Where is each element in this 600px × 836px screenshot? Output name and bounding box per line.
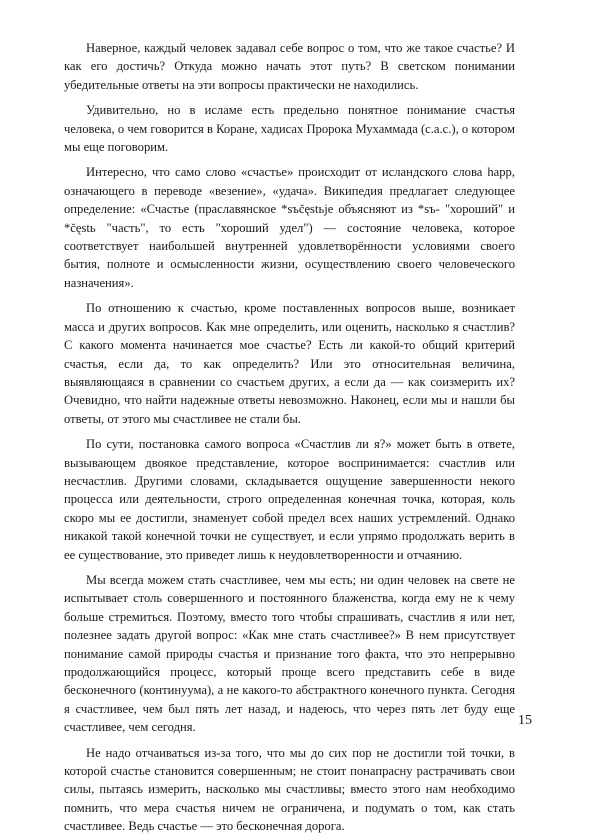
paragraph-4: По отношению к счастью, кроме поставленных вопросов выше, возникает масса и других вопросов. Как мне определить, или оценить, насколько я счастлив? С какого момента начинается мое счастье? Есть ли какой-то общий критерий счастья, если да, то как определить? Или это относительная величина, выявляющаяся в сравнении со счастьем других, а если да — как соизмерить их? Очевидно, что найти надежные ответы невозможно. Наконец, если мы и нашли бы ответы, от этого мы счастливее не стали бы. [64, 301, 515, 426]
page-number: 15 [518, 713, 532, 728]
paragraph-1: Наверное, каждый человек задавал себе вопрос о том, что же такое счастье? И как его достичь? Откуда можно начать этот путь? В светском понимании убедительные ответы на эти вопросы практически не находились. [64, 41, 515, 92]
body-text [64, 39, 515, 836]
paragraph-2: Удивительно, но в исламе есть предельно понятное понимание счастья человека, о чем говорится в Коране, хадисах Пророка Мухаммада (с.а.с.), о котором мы еще поговорим. [64, 103, 515, 155]
paragraph-7: Не надо отчаиваться из-за того, что мы до сих пор не достигли той точки, в которой счастье становится совершенным; не стоит понапрасну растрачивать свои силы, пытаясь измерить, насколько мы счастливы; вместо этого нам необходимо помнить, что мера счастья ничем не ограничена, и подумать о том, как стать счастливее. Ведь счастье — это бесконечная дорога. [64, 745, 515, 834]
paragraph-5: По сути, постановка самого вопроса «Счастлив ли я?» может быть в ответе, вызывающем двоякое представление, которое воспринимается: счастлив или несчастлив. Другими словами, складывается ощущение завершенности некого процесса или деятельности, строго определенная конечная точка, которая, коль скоро мы ее достигли, знаменует собой предел всех наших устремлений. Однако никакой такой конечной точки не существует, и если упрямо продолжать верить в ее существование, это приведет лишь к неудовлетворенности и отчаянию. [64, 437, 515, 562]
paragraph-6: Мы всегда можем стать счастливее, чем мы есть; ни один человек на свете не испытывает столь совершенного и постоянного блаженства, когда ему не к чему больше стремиться. Поэтому, вместо того чтобы спрашивать, счастлив я или нет, полезнее задать другой вопрос: «Как мне стать счастливее?» В нем присутствует понимание самой природы счастья и признание того факта, что это непрерывно продолжающийся процесс, который проще всего представить себе в виде бесконечного (континуума), а не какого-то абстрактного конечного пункта. Сегодня я счастливее, чем был пять лет назад, и надеюсь, что через пять лет буду еще счастливее, чем сегодня. [64, 572, 515, 735]
paragraph-3: Интересно, что само слово «счастье» происходит от исландского слова happ, означающего в переводе «везение», «удача». Википедия предлагает следующее определение: «Счастье (праславянское *sъčęstьje объясняют из *sъ- "хороший" и *čęstь "часть", то есть "хороший удел") — состояние человека, которое соответствует наибольшей внутренней удовлетворённости условиями своего бытия, полноте и осмысленности жизни, осуществлению своего человеческого назначения». [64, 165, 515, 290]
